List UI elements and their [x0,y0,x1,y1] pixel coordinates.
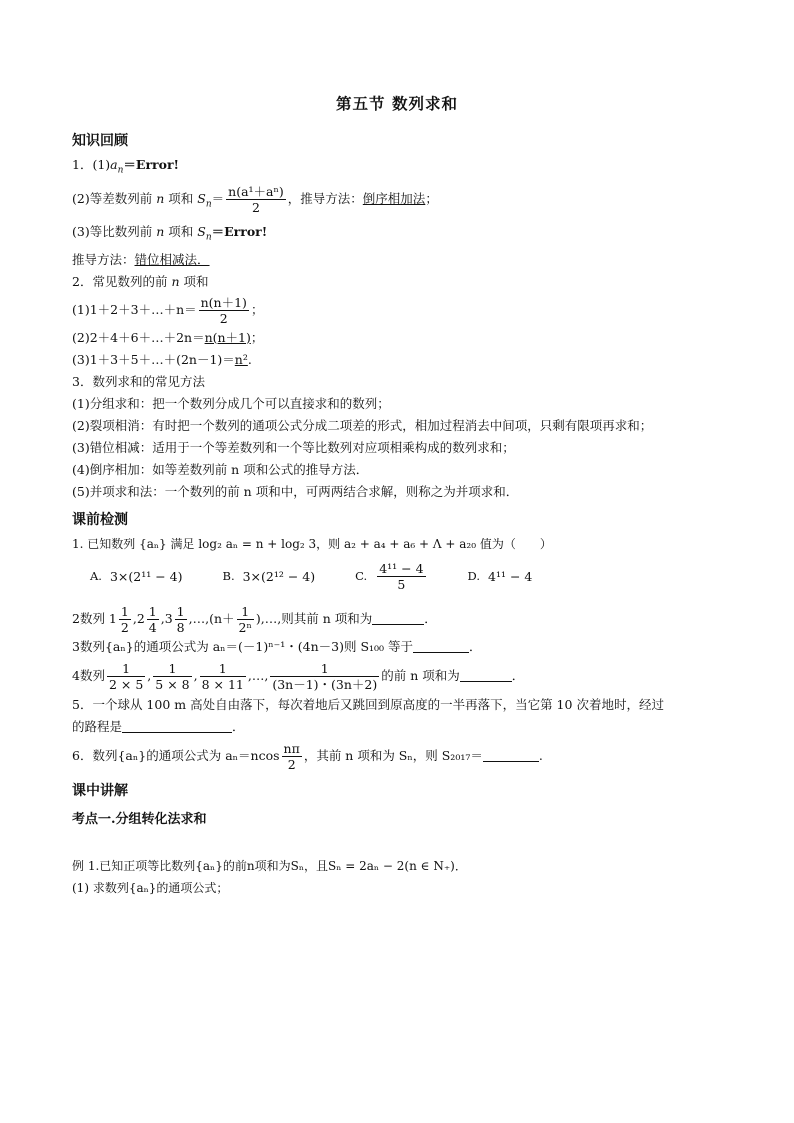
denominator: 4 [148,619,157,635]
text: ； [250,329,264,345]
answer-blank[interactable] [372,610,424,625]
text: 的路程是 [72,718,123,734]
numerator: 1 [153,661,191,677]
numerator: 1 [237,604,254,620]
fraction [119,604,131,635]
text: (2)等差数列前 [72,190,153,206]
text: ,3 [160,610,173,626]
text: 1．(1) [72,157,111,172]
text: 推导方法： [72,251,135,267]
fraction [175,604,187,635]
text: . [538,747,543,763]
text: 4数列 [72,667,105,683]
fraction-sum-n [199,295,249,326]
question-6 [72,738,722,774]
review-line-3 [72,221,722,249]
review-line-6 [72,293,722,327]
review-line-13: (4)倒序相加：如等差数列前 n 项和公式的推导方法． [72,461,369,477]
text: 的前 n 项和为 [381,667,460,683]
text: ＝Error! [211,224,268,239]
denominator: 5 × 8 [155,676,190,692]
numerator: 1 [148,603,157,619]
fraction [270,661,379,692]
text: , [147,667,152,683]
section-heading-lecture: 课中讲解 [72,782,128,799]
option-label: B. [222,569,235,583]
topic-heading: 考点一.分组转化法求和 [72,811,207,827]
denominator: 2ⁿ [238,619,252,635]
var-n: n [171,273,180,289]
answer-underlined: 倒序相加法 [362,190,426,206]
option-text: 3×(2¹¹ − 4) [109,568,183,584]
review-line-1 [72,154,722,182]
text: (2)2＋4＋6＋…＋2n＝ [72,329,205,345]
denominator: 5 [397,576,406,592]
review-line-10: (1)分组求和：把一个数列分成几个可以直接求和的数列； [72,395,390,411]
section-heading-pretest: 课前检测 [72,511,128,528]
fraction [282,741,302,772]
denominator: 2 [219,310,228,326]
text: ) [255,610,261,626]
text: ． [511,667,525,683]
denominator: 8 [176,619,185,635]
review-line-4 [72,249,722,271]
option-text: 4¹¹ − 4 [488,568,533,584]
document-page [72,92,722,899]
page-title: 第五节 数列求和 [336,94,458,113]
question-3 [72,636,722,658]
text: ； [425,190,438,206]
answer-underlined: n² [234,351,248,367]
option-label: C. [355,569,368,583]
option-a[interactable] [90,569,183,584]
var-sn: $S_n$ [197,190,212,209]
review-line-12: (3)错位相减：适用于一个等差数列和一个等比数列对应项相乘构成的数列求和； [72,439,515,455]
fraction [147,604,159,635]
text: ． [469,638,482,654]
review-line-11: (2)裂项相消：有时把一个数列的通项公式分成二项差的形式，相加过程消去中间项，只剩有限项再求和； [72,417,653,433]
text: ,…, [188,610,210,626]
option-label: D. [467,569,481,583]
fraction [237,604,254,635]
option-text: 3×(2¹² − 4) [242,568,316,584]
text: . [247,351,252,367]
text: ＝Error! [123,157,180,172]
question-5: 5．一个球从 100 m 高处自由落下，每次着地后又跳回到原高度的一半再落下，当它第 10 次着地时，经过 [72,696,664,712]
option-c-fraction [377,561,425,592]
option-c[interactable] [355,561,427,592]
numerator: n(a¹＋aⁿ) [228,183,284,199]
text: 项和 [168,190,194,206]
numerator: 1 [120,603,129,619]
answer-underlined: n(n＋1) [204,329,251,345]
text: (1)1＋2＋3＋…＋n＝ [72,301,197,317]
review-line-8 [72,349,722,371]
text: (3)1＋3＋5＋…＋(2n－1)＝ [72,351,235,367]
var-an: $a_n$ [110,157,124,176]
numerator: n(n＋1) [200,294,247,310]
answer-blank[interactable] [460,667,512,682]
text: (n＋ [209,610,235,626]
text: 2数列 1 [72,610,117,626]
text: 2．常见数列的前 [72,273,168,289]
denominator: 8 × 11 [201,676,244,692]
var-n: n [156,224,165,239]
denominator: 2 [287,756,296,772]
var-n: n [156,190,165,206]
text: 3数列{aₙ}的通项公式为 aₙ＝(－1)ⁿ⁻¹・(4n－3)则 S₁₀₀ 等于 [72,638,414,654]
fraction [153,661,191,692]
numerator: 1 [270,661,379,677]
numerator: 1 [176,603,185,619]
text: ，其前 n 项和为 Sₙ，则 S₂₀₁₇＝ [303,747,483,763]
var-sn: $S_n$ [197,224,212,243]
review-line-14: (5)并项求和法：一个数列的前 n 项和中，可两两结合求解，则称之为并项求和． [72,483,519,499]
text: ,2 [132,610,145,626]
text: ,…, [247,667,269,683]
numerator: 4¹¹ − 4 [379,560,424,576]
review-line-5 [72,271,722,293]
question-5-cont [72,716,722,738]
option-b[interactable] [223,569,316,584]
question-1-options [90,561,722,592]
text: 项和 [183,273,209,289]
text: ． [232,718,245,734]
answer-underlined: 错位相减法． [134,251,210,267]
review-line-7 [72,327,722,349]
text: ,…,则其前 n 项和为 [260,610,373,626]
text: 项和 [168,224,194,239]
fraction [107,661,145,692]
section-heading-review: 知识回顾 [72,133,128,149]
question-4 [72,658,722,694]
numerator: nπ [283,740,300,756]
numerator: 1 [200,661,246,677]
denominator: 2 [120,619,129,635]
denominator: 2 × 5 [108,676,144,692]
numerator: 1 [107,661,145,677]
answer-blank[interactable] [413,638,469,653]
text: , [193,667,198,683]
text: ． [424,610,437,626]
option-d[interactable] [468,569,533,584]
text: ； [250,301,264,317]
fraction [200,661,246,692]
option-label: A. [90,569,102,583]
text: 6．数列{aₙ}的通项公式为 aₙ＝ncos [72,747,280,763]
fraction-arith-sum [226,184,286,215]
example-1: 例 1.已知正项等比数列{aₙ}的前n项和为Sₙ，且Sₙ = 2aₙ − 2(n ∈ N₊)． [72,858,467,873]
question-1: 1. 已知数列 {aₙ} 满足 log₂ aₙ = n + log₂ 3，则 a₂ + a₄ + a₆ + Λ + a₂₀ 值为（ ） [72,536,552,551]
question-2 [72,602,722,636]
text: ，推导方法： [287,190,363,206]
review-line-9: 3．数列求和的常见方法 [72,373,205,389]
answer-blank[interactable] [483,747,539,762]
review-line-2 [72,182,722,222]
denominator: 2 [251,199,260,215]
answer-blank[interactable] [122,718,232,733]
text: (3)等比数列前 [72,224,153,239]
example-1-part-1: (1) 求数列{aₙ}的通项公式； [72,880,229,895]
text: ＝ [211,190,225,206]
denominator: (3n－1)・(3n＋2) [272,676,378,692]
